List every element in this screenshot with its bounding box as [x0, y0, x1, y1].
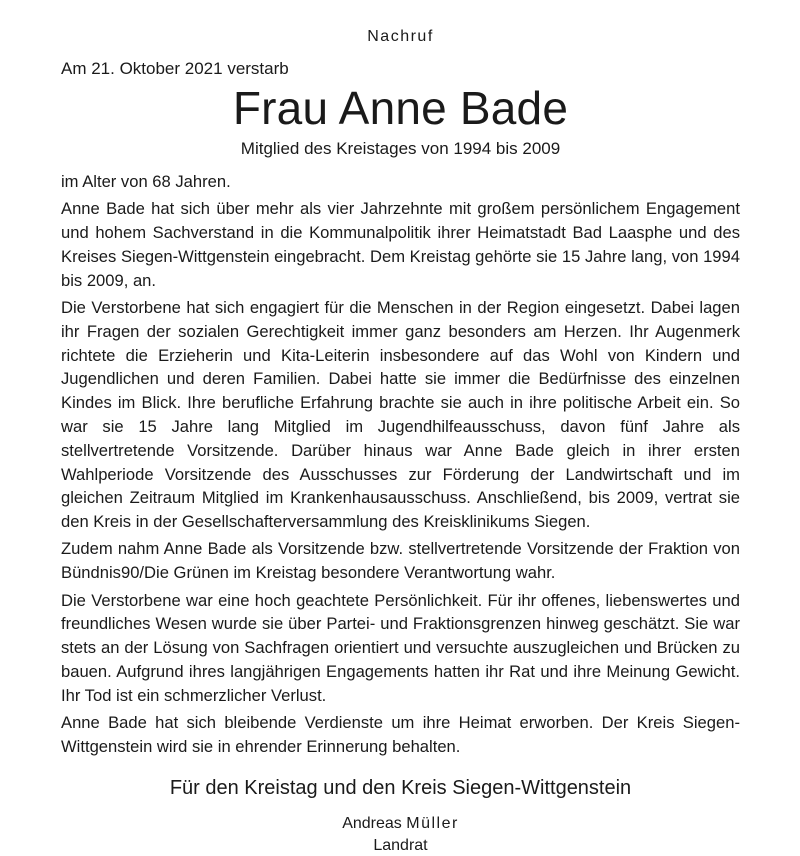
signer-title: Landrat	[373, 836, 428, 854]
paragraph-age: im Alter von 68 Jahren.	[61, 172, 231, 191]
signer-last-name: Müller	[406, 814, 459, 832]
notice-label: Nachruf	[367, 28, 434, 45]
closing-line: Für den Kreistag und den Kreis Siegen-Wittgenstein	[169, 776, 632, 799]
paragraph-commitment: Die Verstorbene hat sich engagiert für die Menschen in der Region eingesetzt. Dabei lagen ihr Fragen der sozialen Gerechtigkeit immer ganz besonders am Herzen. Ihr Augenmerk richtete die Erzieherin und Kita-Leiterin insbesondere auf das Wohl von Kindern und Jugendlichen und deren Familien. Dabei hatte sie immer die Bedürfnisse des einzelnen Kindes im Blick. Ihre berufliche Erfahrung brachte sie auch in ihre politische Arbeit ein. So war sie 15 Jahre lang Mitglied im Jugendhilfeausschuss, davon fünf Jahre als stellvertretende Vorsitzende. Darüber hinaus war Anne Bade gleich in ihrer ersten Wahlperiode Vorsitzende des Ausschusses zur Förderung der Landwirtschaft und im gleichen Zeitraum Mitglied im Krankenhausausschuss. Anschließend, bis 2009, vertrat sie den Kreis in der Gesellschafterversammlung des Kreisklinikums Siegen.	[61, 297, 740, 532]
paragraph-engagement: Anne Bade hat sich über mehr als vier Jahrzehnte mit großem persönlichem Engagement und hohem Sachverstand in die Kommunalpolitik ihrer Heimatstadt Bad Laasphe und des Kreises Siegen-Wittgenstein eingebracht. Dem Kreistag gehörte sie 15 Jahre lang, von 1994 bis 2009, an.	[61, 199, 740, 290]
paragraph-legacy: Anne Bade hat sich bleibende Verdienste um ihre Heimat erworben. Der Kreis Siegen-Wittgenstein wird sie in ehrender Erinnerung behalten.	[61, 713, 740, 756]
signer-name	[61, 813, 740, 834]
deceased-name: Frau Anne Bade	[232, 82, 569, 134]
deceased-subtitle: Mitglied des Kreistages von 1994 bis 2009	[240, 139, 561, 158]
intro-line: Am 21. Oktober 2021 verstarb	[61, 59, 289, 78]
paragraph-personality: Die Verstorbene war eine hoch geachtete Persönlichkeit. Für ihr offenes, liebenswertes und freundliches Wesen wurde sie über Partei- und Fraktionsgrenzen hinweg geschätzt. Sie war stets an der Lösung von Sachfragen orientiert und versuchte auszugleichen und Brücken zu bauen. Aufgrund ihres langjährigen Engagements hatten ihr Rat und ihre Meinung Gewicht. Ihr Tod ist ein schmerzlicher Verlust.	[61, 590, 740, 705]
signer-first-name: Andreas	[342, 814, 402, 832]
paragraph-faction: Zudem nahm Anne Bade als Vorsitzende bzw. stellvertretende Vorsitzende der Fraktion von Bündnis90/Die Grünen im Kreistag besondere Verantwortung wahr.	[61, 539, 740, 583]
obituary-body	[61, 170, 740, 759]
